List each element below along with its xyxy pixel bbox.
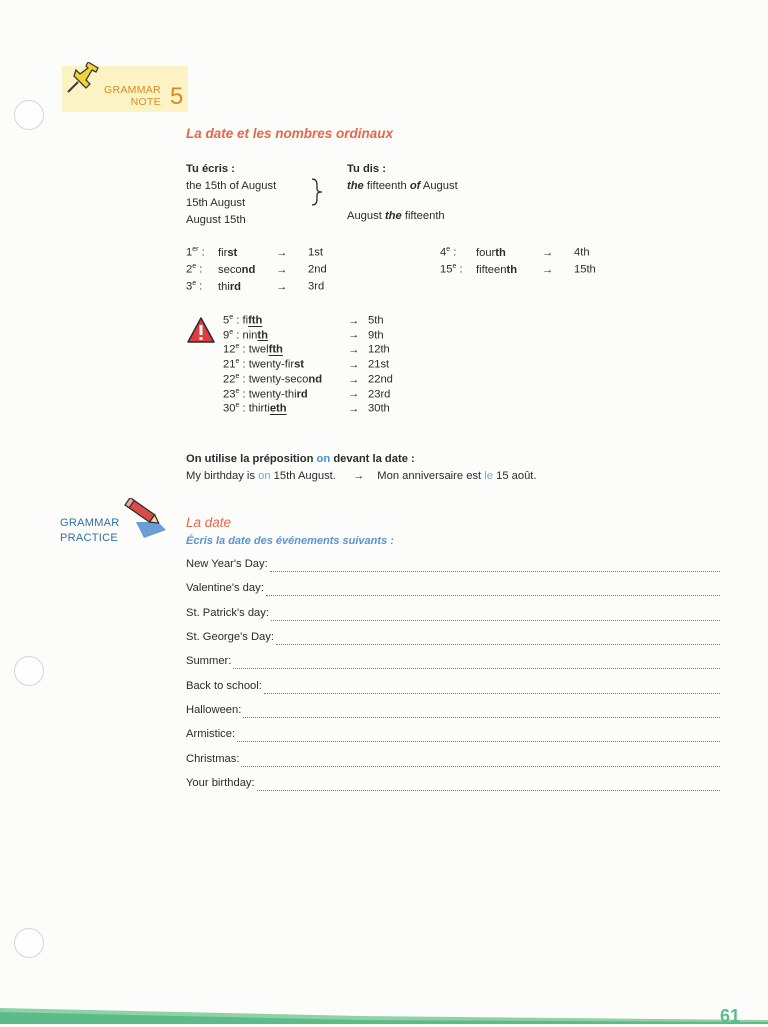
binder-hole xyxy=(14,656,44,686)
grammar-note-label: GRAMMAR NOTE xyxy=(104,84,161,108)
pencil-icon xyxy=(122,498,174,538)
preposition-heading: On utilise la préposition on devant la date : xyxy=(186,453,415,465)
answer-line[interactable]: Back to school: xyxy=(186,680,720,697)
exception-row: 12e : twelfth → 12th xyxy=(223,343,390,357)
say-line-1: the fifteenth of August xyxy=(347,180,458,192)
answer-line[interactable]: St. Patrick's day: xyxy=(186,607,720,624)
answer-line[interactable]: Christmas: xyxy=(186,753,720,770)
say-column xyxy=(347,161,458,225)
say-heading: Tu dis : xyxy=(347,163,386,175)
answer-line[interactable]: Summer: xyxy=(186,655,720,672)
say-line-2: August the fifteenth xyxy=(347,210,445,222)
ordinal-row: 4e : fourth → 4th xyxy=(440,246,590,259)
ordinal-row: 2e : second → 2nd xyxy=(186,263,327,276)
answer-line[interactable]: Your birthday: xyxy=(186,777,720,794)
answer-line[interactable]: Valentine's day: xyxy=(186,582,720,599)
exception-row: 9e : ninth → 9th xyxy=(223,328,384,342)
pushpin-icon xyxy=(62,62,102,96)
page-number: 61 xyxy=(720,1006,741,1026)
answer-line[interactable]: New Year's Day: xyxy=(186,558,720,575)
exception-row: 22e : twenty-second → 22nd xyxy=(223,372,393,386)
write-heading: Tu écris : xyxy=(186,163,235,175)
ordinal-row: 15e : fifteenth → 15th xyxy=(440,263,596,276)
practice-instruction: Écris la date des événements suivants : xyxy=(186,535,394,547)
write-column xyxy=(186,161,276,229)
answer-line[interactable]: Armistice: xyxy=(186,728,720,745)
grammar-note-number: 5 xyxy=(170,83,184,110)
preposition-example: My birthday is on 15th August. → Mon anniversaire est le 15 août. xyxy=(186,470,537,482)
ordinal-row: 1er : first → 1st xyxy=(186,246,323,259)
grammar-practice-label: GRAMMAR PRACTICE xyxy=(60,517,120,544)
write-line: the 15th of August xyxy=(186,180,277,192)
write-line: 15th August xyxy=(186,197,246,209)
write-line: August 15th xyxy=(186,214,246,226)
exception-row: 23e : twenty-third → 23rd xyxy=(223,387,391,401)
brace-icon xyxy=(310,178,324,206)
exception-row: 5e : fifth → 5th xyxy=(223,314,384,327)
section-title: La date et les nombres ordinaux xyxy=(186,126,394,141)
exception-list xyxy=(223,314,393,415)
footer-bar xyxy=(0,1002,768,1024)
exception-row: 21e : twenty-first → 21st xyxy=(223,358,390,371)
answer-line[interactable]: Halloween: xyxy=(186,704,720,721)
practice-title: La date xyxy=(186,515,232,530)
exception-row: 30e : thirtieth → 30th xyxy=(223,402,390,416)
binder-hole xyxy=(14,100,44,130)
binder-hole xyxy=(14,928,44,958)
warning-icon xyxy=(186,316,216,344)
answer-line[interactable]: St. George's Day: xyxy=(186,631,720,648)
ordinal-row: 3e : third → 3rd xyxy=(186,280,325,293)
preposition-rule xyxy=(186,451,537,485)
